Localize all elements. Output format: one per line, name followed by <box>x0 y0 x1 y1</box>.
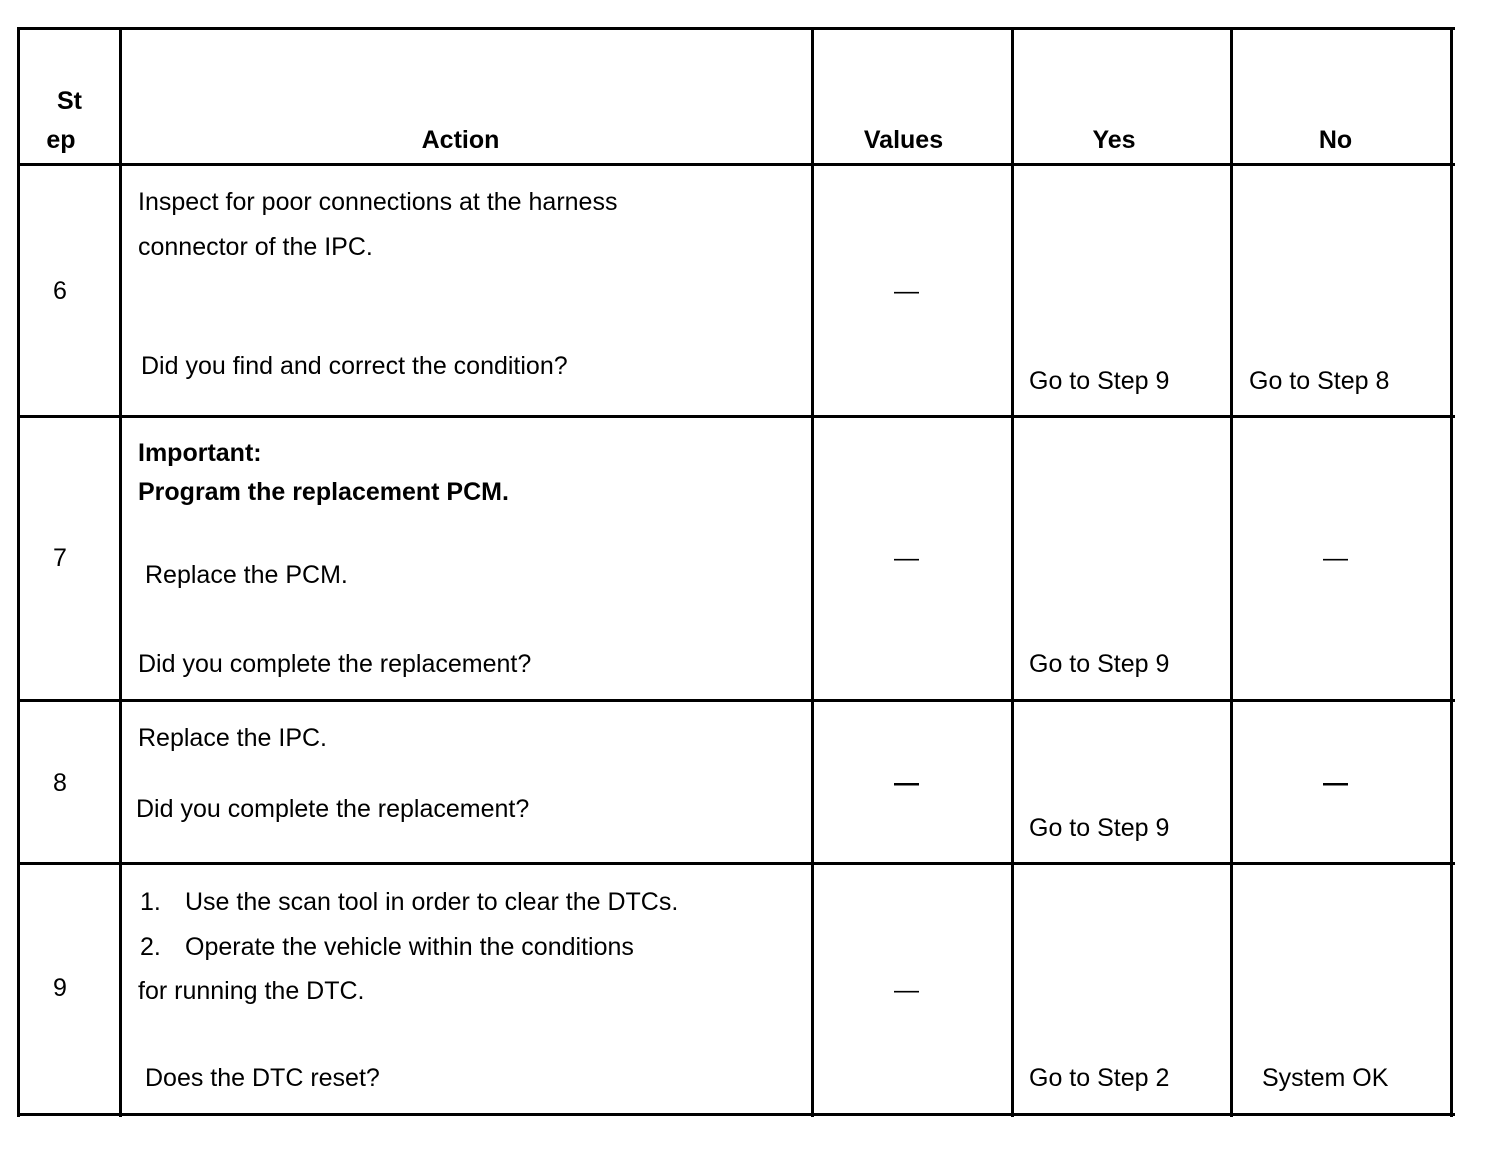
no-cell: Go to Step 8 <box>1249 367 1390 395</box>
table-border-right <box>1450 27 1453 1117</box>
action-question: Did you complete the replacement? <box>136 795 530 823</box>
list-item: Operate the vehicle within the conditions <box>185 933 634 961</box>
header-yes: Yes <box>1092 126 1136 154</box>
header-divider <box>17 163 1455 166</box>
step-number: 7 <box>53 544 67 572</box>
values-cell: — <box>894 769 919 797</box>
values-cell: — <box>894 544 919 572</box>
list-item: Use the scan tool in order to clear the DTCs. <box>185 888 679 916</box>
values-cell: — <box>894 976 919 1004</box>
action-question: Does the DTC reset? <box>145 1064 380 1092</box>
yes-cell: Go to Step 9 <box>1029 367 1170 395</box>
row-divider <box>17 862 1455 865</box>
step-number: 8 <box>53 769 67 797</box>
important-label: Important: <box>138 439 262 467</box>
yes-cell: Go to Step 9 <box>1029 650 1170 678</box>
yes-cell: Go to Step 2 <box>1029 1064 1170 1092</box>
step-number: 6 <box>53 277 67 305</box>
no-cell: — <box>1323 769 1348 797</box>
no-cell: — <box>1323 544 1348 572</box>
action-question: Did you find and correct the condition? <box>141 352 568 380</box>
table-border-left <box>17 27 20 1117</box>
row-divider <box>17 699 1455 702</box>
header-action: Action <box>421 126 500 154</box>
action-text: Replace the IPC. <box>138 724 327 752</box>
no-cell: System OK <box>1262 1064 1389 1092</box>
values-cell: — <box>894 277 919 305</box>
header-no: No <box>1318 126 1353 154</box>
step-number: 9 <box>53 974 67 1002</box>
important-text: Program the replacement PCM. <box>138 478 509 506</box>
header-step-line2: ep <box>46 126 76 154</box>
list-item-number: 2. <box>140 933 161 961</box>
action-question: Did you complete the replacement? <box>138 650 532 678</box>
list-item-number: 1. <box>140 888 161 916</box>
action-text: connector of the IPC. <box>138 233 373 261</box>
list-item-continuation: for running the DTC. <box>138 977 365 1005</box>
row-divider <box>17 415 1455 418</box>
yes-cell: Go to Step 9 <box>1029 814 1170 842</box>
column-divider <box>119 27 122 1117</box>
action-text: Replace the PCM. <box>145 561 348 589</box>
table-border-top <box>17 27 1455 30</box>
action-text: Inspect for poor connections at the harness <box>138 188 618 216</box>
header-values: Values <box>863 126 944 154</box>
header-step-line1: St <box>57 87 82 115</box>
column-divider <box>1011 27 1014 1117</box>
table-border-bottom <box>17 1113 1455 1116</box>
